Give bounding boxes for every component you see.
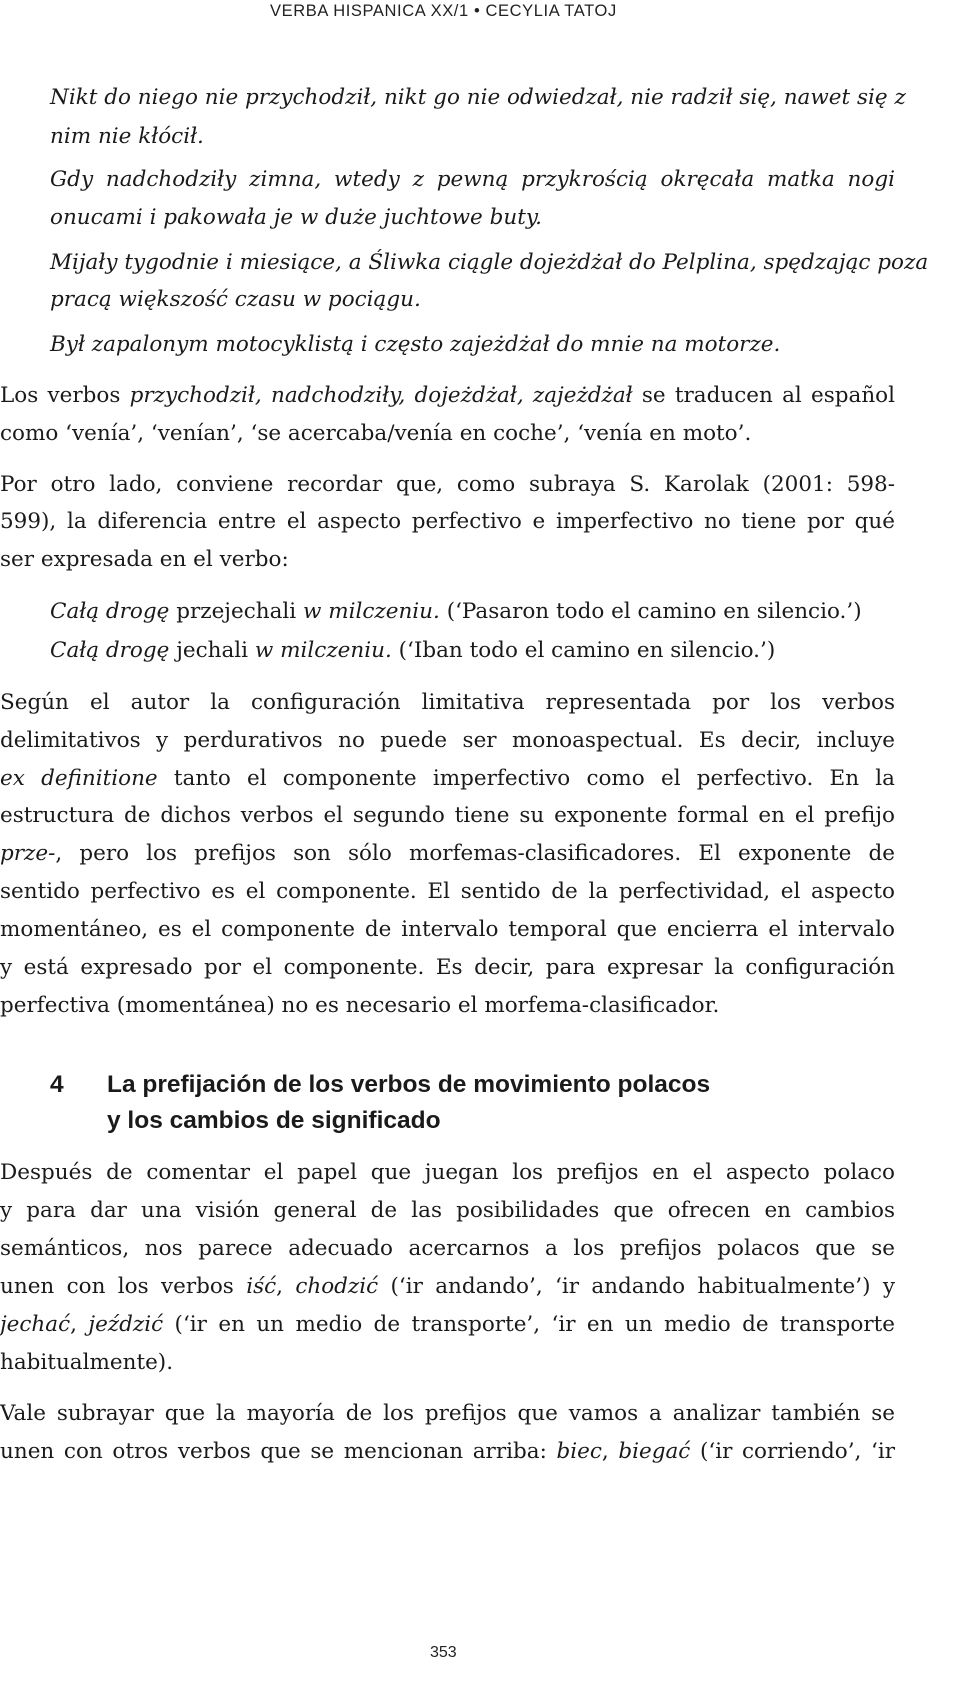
italic-text: chodzić <box>295 1274 379 1299</box>
text-run: Mijały tygodnie i miesiące, a Śliwka ciągle dojeżdżał do Pelplina, spędzając poza <box>50 250 929 275</box>
text-run: semánticos, nos parece adecuado acercarnos a los prefijos polacos que se <box>0 1236 895 1261</box>
text-run: , <box>276 1274 296 1299</box>
text-run: Nikt do niego nie przychodził, nikt go nie odwiedzał, nie radził się, nawet się z <box>50 85 906 110</box>
text-run: y está expresado por el componente. Es decir, para expresar la configuración <box>0 955 895 980</box>
paragraph-line <box>0 877 895 907</box>
italic-text: ex definitione <box>0 766 158 791</box>
paragraph-line <box>0 1234 895 1264</box>
text-run: (‘ir corriendo’, ‘ir <box>690 1439 895 1464</box>
text-run: se traducen al español <box>632 383 896 408</box>
text-run: , <box>601 1439 619 1464</box>
paragraph-line <box>0 1158 895 1188</box>
italic-text: Całą drogę <box>50 638 170 663</box>
paragraph-line <box>0 764 895 794</box>
text-run: onucami i pakowała je w duże juchtowe buty. <box>50 205 542 230</box>
paragraph-line <box>0 953 895 983</box>
quote-line <box>50 330 780 360</box>
text-run: y para dar una visión general de las posibilidades que ofrecen en cambios <box>0 1198 895 1223</box>
running-header <box>0 0 960 26</box>
text-run: unen con los verbos <box>0 1274 247 1299</box>
paragraph-line <box>0 1348 173 1378</box>
text-run: jechali <box>169 638 255 663</box>
text-run: Był zapalonym motocyklistą i często zajeżdżał do mnie na motorze. <box>50 332 781 357</box>
text-run: (‘ir andando’, ‘ir andando habitualmente’) y <box>378 1274 895 1299</box>
text-run: Por otro lado, conviene recordar que, como subraya S. Karolak (2001: 598- <box>0 472 895 497</box>
text-run: pracą większość czasu w pociągu. <box>50 287 421 312</box>
text-run: sentido perfectivo es el componente. El sentido de la perfectividad, el aspecto <box>0 879 895 904</box>
text-run: perfectiva (momentánea) no es necesario el morfema-clasificador. <box>0 993 720 1018</box>
section-title-line: y los cambios de significado <box>107 1107 441 1134</box>
paragraph-line <box>0 507 895 537</box>
paragraph-line <box>0 1399 895 1429</box>
paragraph-line <box>0 991 719 1021</box>
quote-line <box>50 83 906 113</box>
text-run: Los verbos <box>0 383 130 408</box>
text-run: tanto el componente imperfectivo como el perfectivo. En la <box>157 766 896 791</box>
section-title-line: La prefijación de los verbos de movimiento polacos <box>107 1071 711 1098</box>
text-run: Gdy nadchodziły zimna, wtedy z pewną przykrością okręcała matka nogi <box>50 167 895 192</box>
text-run: Según el autor la configuración limitativa representada por los verbos <box>0 690 895 715</box>
example-line <box>50 636 775 666</box>
text-run: como ‘venía’, ‘venían’, ‘se acercaba/venía en coche’, ‘venía en moto’. <box>0 421 752 446</box>
italic-text: Całą drogę <box>50 599 170 624</box>
quote-line <box>50 165 895 195</box>
text-run: momentáneo, es el componente de intervalo temporal que encierra el intervalo <box>0 917 895 942</box>
italic-text: jeździć <box>88 1312 164 1337</box>
paragraph-line <box>0 1437 895 1467</box>
paragraph-line <box>0 381 895 411</box>
text-run: estructura de dichos verbos el segundo tiene su exponente formal en el prefijo <box>0 803 895 828</box>
text-run: Vale subrayar que la mayoría de los prefijos que vamos a analizar también se <box>0 1401 895 1426</box>
example-line <box>50 597 862 627</box>
paragraph-line <box>0 688 895 718</box>
paragraph-line <box>0 1196 895 1226</box>
quote-line <box>50 122 204 152</box>
paragraph-line <box>0 470 895 500</box>
text-run: przejechali <box>169 599 303 624</box>
italic-text: biec <box>556 1439 602 1464</box>
paragraph-line <box>0 545 289 575</box>
text-run: unen con otros verbos que se mencionan arriba: <box>0 1439 557 1464</box>
paragraph-line <box>0 801 895 831</box>
paragraph-line <box>0 915 895 945</box>
italic-text: biegać <box>618 1439 691 1464</box>
paragraph-line <box>0 1272 895 1302</box>
running-header-text: VERBA HISPANICA XX/1 • CECYLIA TATOJ <box>270 2 617 20</box>
text-run: (‘ir en un medio de transporte’, ‘ir en un medio de transporte <box>163 1312 895 1337</box>
text-run: (‘Pasaron todo el camino en silencio.’) <box>439 599 862 624</box>
quote-line <box>50 248 929 278</box>
text-run: nim nie kłócił. <box>50 124 204 149</box>
italic-text: przychodził, nadchodziły, dojeżdżał, zajeżdżał <box>129 383 633 408</box>
text-run: 599), la diferencia entre el aspecto perfectivo e imperfectivo no tiene por qué <box>0 509 895 534</box>
text-run: Después de comentar el papel que juegan los prefijos en el aspecto polaco <box>0 1160 895 1185</box>
text-run: habitualmente). <box>0 1350 174 1375</box>
paragraph-line <box>0 1310 895 1340</box>
italic-text: prze- <box>0 841 56 866</box>
paragraph-line <box>0 419 751 449</box>
quote-line <box>50 285 421 315</box>
italic-text: w milczeniu. <box>302 599 440 624</box>
quote-line <box>50 203 542 233</box>
italic-text: iść <box>246 1274 277 1299</box>
paragraph-line <box>0 839 895 869</box>
text-run: (‘Iban todo el camino en silencio.’) <box>391 638 776 663</box>
text-run: , pero los prefijos son sólo morfemas-clasificadores. El exponente de <box>55 841 895 866</box>
paragraph-line <box>0 726 895 756</box>
italic-text: w milczeniu. <box>254 638 392 663</box>
text-run: , <box>70 1312 89 1337</box>
section-number: 4 <box>50 1071 64 1098</box>
italic-text: jechać <box>0 1312 71 1337</box>
text-run: ser expresada en el verbo: <box>0 547 289 572</box>
page-number: 353 <box>430 1644 457 1661</box>
text-run: delimitativos y perdurativos no puede ser monoaspectual. Es decir, incluye <box>0 728 895 753</box>
